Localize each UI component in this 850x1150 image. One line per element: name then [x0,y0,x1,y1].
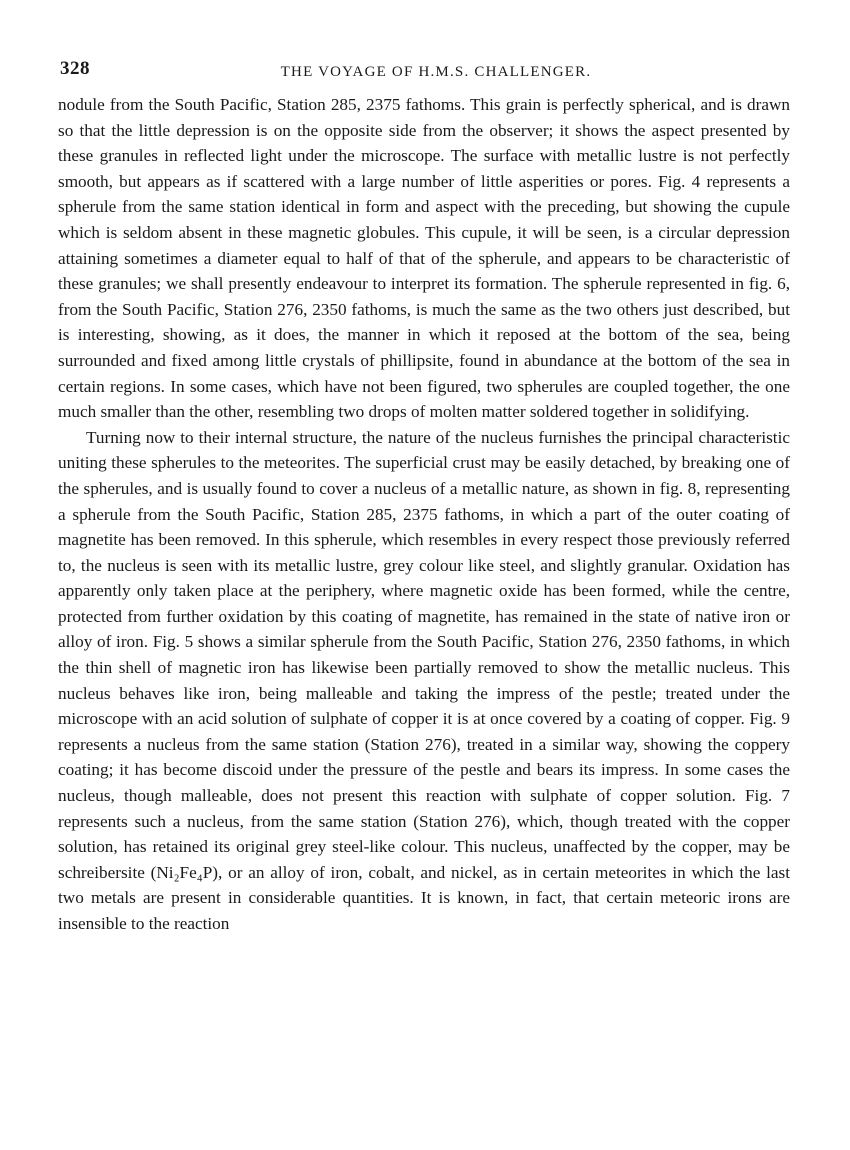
page-header [58,58,790,86]
paragraph-internal-structure: Turning now to their internal structure, the nature of the nucleus furnishes the principal characteristic uniting these spherules to the meteorites. The superficial crust may be easily detached, by breaking one of the spherules, and is usually found to cover a nucleus of a metallic nature, as shown in fig. 8, representing a spherule from the South Pacific, Station 285, 2375 fathoms, in which a part of the outer coating of magnetite has been removed. In this spherule, which resembles in every respect those previously referred to, the nucleus is seen with its metallic lustre, grey colour like steel, and slightly granular. Oxidation has apparently only taken place at the periphery, where magnetic oxide has been formed, while the centre, protected from further oxidation by this coating of magnetite, has remained in the state of native iron or alloy of iron. Fig. 5 shows a similar spherule from the South Pacific, Station 276, 2350 fathoms, in which the thin shell of magnetic iron has likewise been partially removed to show the metallic nucleus. This nucleus behaves like iron, being malleable and taking the impress of the pestle; treated under the microscope with an acid solution of sulphate of copper it is at once covered by a coating of copper. Fig. 9 represents a nucleus from the same station (Station 276), treated in a similar way, showing the coppery coating; it has become discoid under the pressure of the pestle and bears its impress. In some cases the nucleus, though malleable, does not present this reaction with sulphate of copper solution. Fig. 7 represents such a nucleus, from the same station (Station 276), which, though treated with the copper solution, has retained its original grey steel-like colour. This nucleus, unaffected by the copper, may be schreibersite (Ni₂Fe₄P), or an alloy of iron, cobalt, and nickel, as in certain meteorites in which the last two metals are present in considerable quantities. It is known, in fact, that certain meteoric irons are insensible to the reaction [58,427,790,933]
document-page [58,58,790,937]
running-title: THE VOYAGE OF H.M.S. CHALLENGER. [280,64,592,80]
body-text [58,92,790,937]
page-number: 328 [60,58,90,79]
paragraph-continued: nodule from the South Pacific, Station 285, 2375 fathoms. This grain is perfectly spherical, and is drawn so that the little depression is on the opposite side from the observer; it shows the aspect presented by these granules in reflected light under the microscope. The surface with metallic lustre is not perfectly smooth, but appears as if scattered with a large number of little asperities or pores. Fig. 4 represents a spherule from the same station identical in form and aspect with the preceding, but showing the cupule which is seldom absent in these magnetic globules. This cupule, it will be seen, is a circular depression attaining sometimes a diameter equal to half of that of the spherule, and appears to be characteristic of these granules; we shall presently endeavour to interpret its formation. The spherule represented in fig. 6, from the South Pacific, Station 276, 2350 fathoms, is much the same as the two others just described, but is interesting, showing, as it does, the manner in which it reposed at the bottom of the sea, being surrounded and fixed among little crystals of phillipsite, found in abundance at the bottom of the sea in certain regions. In some cases, which have not been figured, two spherules are coupled together, the one much smaller than the other, resembling two drops of molten matter soldered together in solidifying. [58,95,790,422]
